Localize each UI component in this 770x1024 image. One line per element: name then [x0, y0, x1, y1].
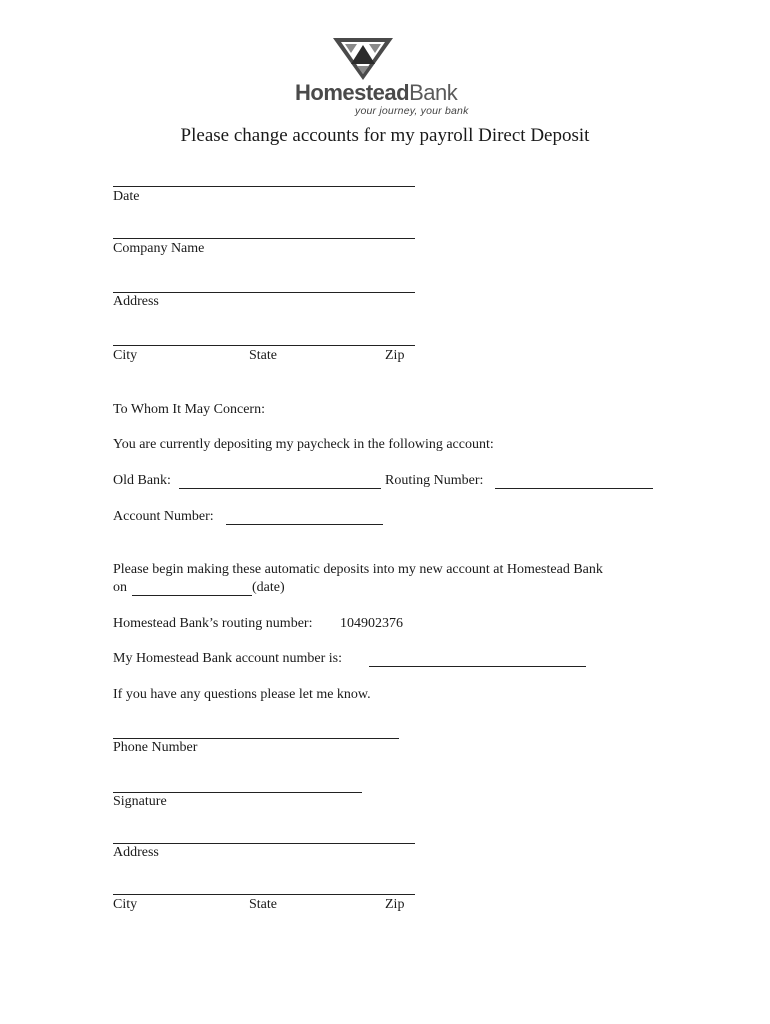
current-account-text: You are currently depositing my paycheck in the following account: — [113, 437, 494, 452]
signature-label: Signature — [113, 794, 167, 809]
questions-text: If you have any questions please let me know. — [113, 687, 371, 702]
company-address-line[interactable] — [113, 292, 415, 293]
date-label: Date — [113, 189, 140, 204]
date-line[interactable] — [113, 186, 415, 187]
begin-date-field[interactable] — [132, 595, 252, 596]
phone-number-line[interactable] — [113, 738, 399, 739]
company-state-label: State — [249, 348, 277, 363]
old-bank-field[interactable] — [179, 488, 381, 489]
salutation: To Whom It May Concern: — [113, 402, 265, 417]
customer-state-label: State — [249, 897, 277, 912]
new-account-label: My Homestead Bank account number is: — [113, 651, 343, 666]
customer-city-label: City — [113, 897, 138, 912]
company-address-label: Address — [113, 294, 159, 309]
company-city-line[interactable] — [113, 345, 415, 346]
customer-address-label: Address — [113, 845, 159, 860]
company-city-label: City — [113, 348, 138, 363]
company-name-line[interactable] — [113, 238, 415, 239]
page-title: Please change accounts for my payroll Direct Deposit — [180, 125, 590, 146]
homestead-bank-logo — [295, 36, 475, 118]
brand-tagline: your journey, your bank — [355, 105, 469, 117]
customer-city-line[interactable] — [113, 894, 415, 895]
account-number-label: Account Number: — [113, 509, 214, 524]
customer-zip-label: Zip — [385, 897, 405, 912]
company-zip-label: Zip — [385, 348, 405, 363]
begin-deposits-text: Please begin making these automatic deposits into my new account at Homestead Bank — [113, 562, 603, 577]
routing-number-field[interactable] — [495, 488, 653, 489]
company-name-label: Company Name — [113, 241, 205, 256]
customer-address-line[interactable] — [113, 843, 415, 844]
routing-number-label: Routing Number: — [385, 473, 484, 488]
old-bank-label: Old Bank: — [113, 473, 171, 488]
phone-number-label: Phone Number — [113, 740, 198, 755]
begin-on-label: on — [113, 580, 127, 595]
account-number-field[interactable] — [226, 524, 383, 525]
new-account-number-field[interactable] — [369, 666, 586, 667]
signature-line[interactable] — [113, 792, 362, 793]
routing-number-value: 104902376 — [340, 616, 403, 631]
brand-name: HomesteadBank — [295, 80, 458, 105]
begin-date-label: (date) — [252, 580, 285, 595]
triangle-logo-icon — [331, 36, 395, 82]
routing-number-text: Homestead Bank’s routing number: — [113, 616, 313, 631]
